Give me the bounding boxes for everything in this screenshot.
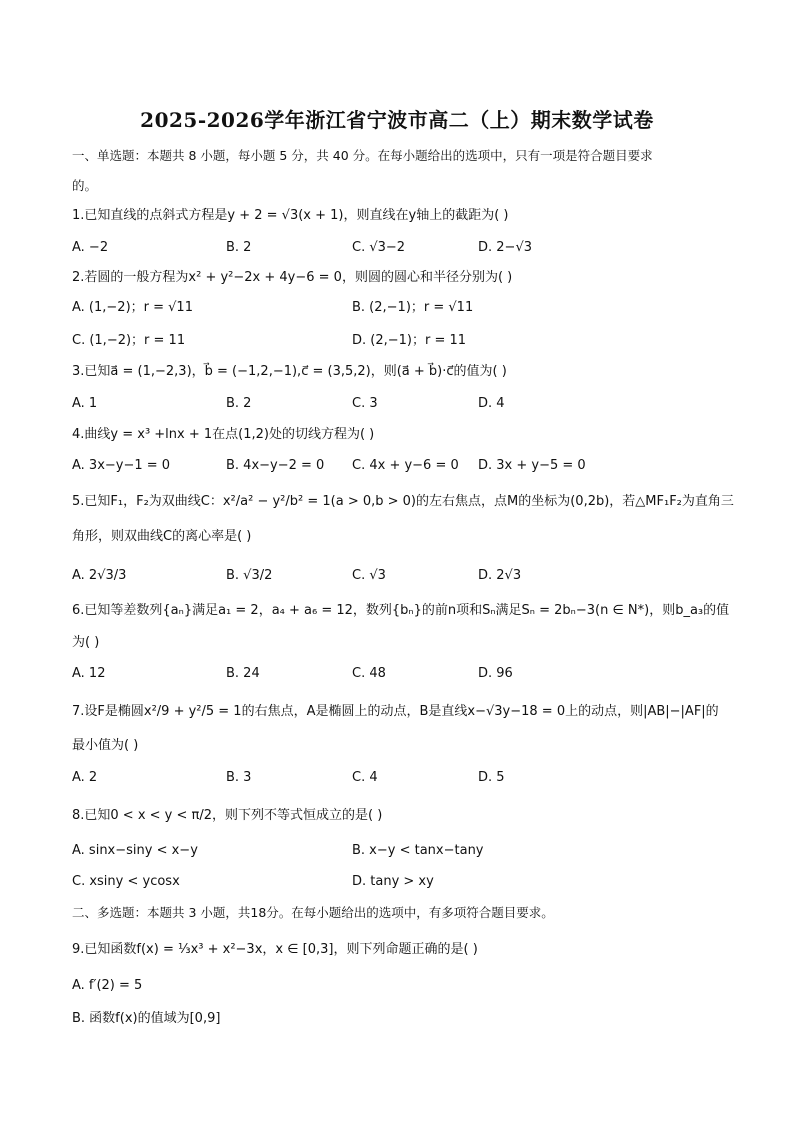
- question-7-stem-cont: 最小值为( ): [72, 738, 139, 753]
- q5-option-c: C. √3: [352, 568, 386, 583]
- q5-option-a: A. 2√3/3: [72, 568, 127, 583]
- q1-option-c: C. √3−2: [352, 240, 406, 255]
- q3-option-a: A. 1: [72, 396, 98, 411]
- q8-option-d: D. tany > xy: [352, 874, 434, 889]
- question-3-stem: 3.已知a⃗ = (1,−2,3)，b⃗ = (−1,2,−1),c⃗ = (3,5,2)，则(a⃗ + b⃗)·c⃗的值为( ): [72, 364, 507, 379]
- q1-option-b: B. 2: [226, 240, 252, 255]
- q2-option-c: C. (1,−2)；r = 11: [72, 333, 186, 348]
- q1-option-a: A. −2: [72, 240, 109, 255]
- section-2-header: 二、多选题：本题共 3 小题，共18分。在每小题给出的选项中，有多项符合题目要求。: [72, 905, 554, 920]
- q2-option-d: D. (2,−1)；r = 11: [352, 333, 467, 348]
- q7-option-d: D. 5: [478, 770, 505, 785]
- q8-option-b: B. x−y < tanx−tany: [352, 843, 484, 858]
- q7-option-b: B. 3: [226, 770, 252, 785]
- q3-option-c: C. 3: [352, 396, 378, 411]
- q1-option-d: D. 2−√3: [478, 240, 532, 255]
- q4-option-d: D. 3x + y−5 = 0: [478, 458, 586, 473]
- q4-option-b: B. 4x−y−2 = 0: [226, 458, 325, 473]
- q6-option-c: C. 48: [352, 666, 386, 681]
- q4-option-c: C. 4x + y−6 = 0: [352, 458, 459, 473]
- question-5-stem-cont: 角形，则双曲线C的离心率是( ): [72, 529, 252, 544]
- question-6-stem-cont: 为( ): [72, 635, 100, 650]
- question-8-stem: 8.已知0 < x < y < π/2，则下列不等式恒成立的是( ): [72, 808, 383, 823]
- question-7-stem: 7.设F是椭圆x²/9 + y²/5 = 1的右焦点，A是椭圆上的动点，B是直线x−√3y−18 = 0上的动点，则|AB|−|AF|的: [72, 704, 719, 719]
- q7-option-c: C. 4: [352, 770, 378, 785]
- question-9-stem: 9.已知函数f(x) = ⅓x³ + x²−3x，x ∈ [0,3]，则下列命题正确的是( ): [72, 942, 478, 957]
- q6-option-b: B. 24: [226, 666, 260, 681]
- question-5-stem: 5.已知F₁，F₂为双曲线C：x²/a² − y²/b² = 1(a > 0,b > 0)的左右焦点，点M的坐标为(0,2b)，若△MF₁F₂为直角三: [72, 494, 734, 509]
- question-2-stem: 2.若圆的一般方程为x² + y²−2x + 4y−6 = 0，则圆的圆心和半径分别为( ): [72, 270, 513, 285]
- page-title: 2025-2026学年浙江省宁波市高二（上）期末数学试卷: [140, 108, 654, 132]
- q5-option-b: B. √3/2: [226, 568, 273, 583]
- q7-option-a: A. 2: [72, 770, 98, 785]
- q6-option-d: D. 96: [478, 666, 513, 681]
- section-1-header-cont: 的。: [72, 178, 98, 193]
- q2-option-a: A. (1,−2)；r = √11: [72, 300, 193, 315]
- q3-option-b: B. 2: [226, 396, 252, 411]
- q6-option-a: A. 12: [72, 666, 106, 681]
- q8-option-a: A. sinx−siny < x−y: [72, 843, 198, 858]
- q4-option-a: A. 3x−y−1 = 0: [72, 458, 171, 473]
- question-6-stem: 6.已知等差数列{aₙ}满足a₁ = 2，a₄ + a₆ = 12，数列{bₙ}的前n项和Sₙ满足Sₙ = 2bₙ−3(n ∈ N*)，则b_a₃的值: [72, 603, 730, 618]
- q8-option-c: C. xsiny < ycosx: [72, 874, 180, 889]
- q2-option-b: B. (2,−1)；r = √11: [352, 300, 474, 315]
- q3-option-d: D. 4: [478, 396, 505, 411]
- question-4-stem: 4.曲线y = x³ +lnx + 1在点(1,2)处的切线方程为( ): [72, 427, 375, 442]
- q9-option-a: A. f′(2) = 5: [72, 978, 143, 993]
- section-1-header: 一、单选题：本题共 8 小题，每小题 5 分，共 40 分。在每小题给出的选项中，只有一项是符合题目要求: [72, 148, 653, 163]
- question-1-stem: 1.已知直线的点斜式方程是y + 2 = √3(x + 1)，则直线在y轴上的截距为( ): [72, 208, 509, 223]
- q9-option-b: B. 函数f(x)的值域为[0,9]: [72, 1011, 221, 1026]
- q5-option-d: D. 2√3: [478, 568, 522, 583]
